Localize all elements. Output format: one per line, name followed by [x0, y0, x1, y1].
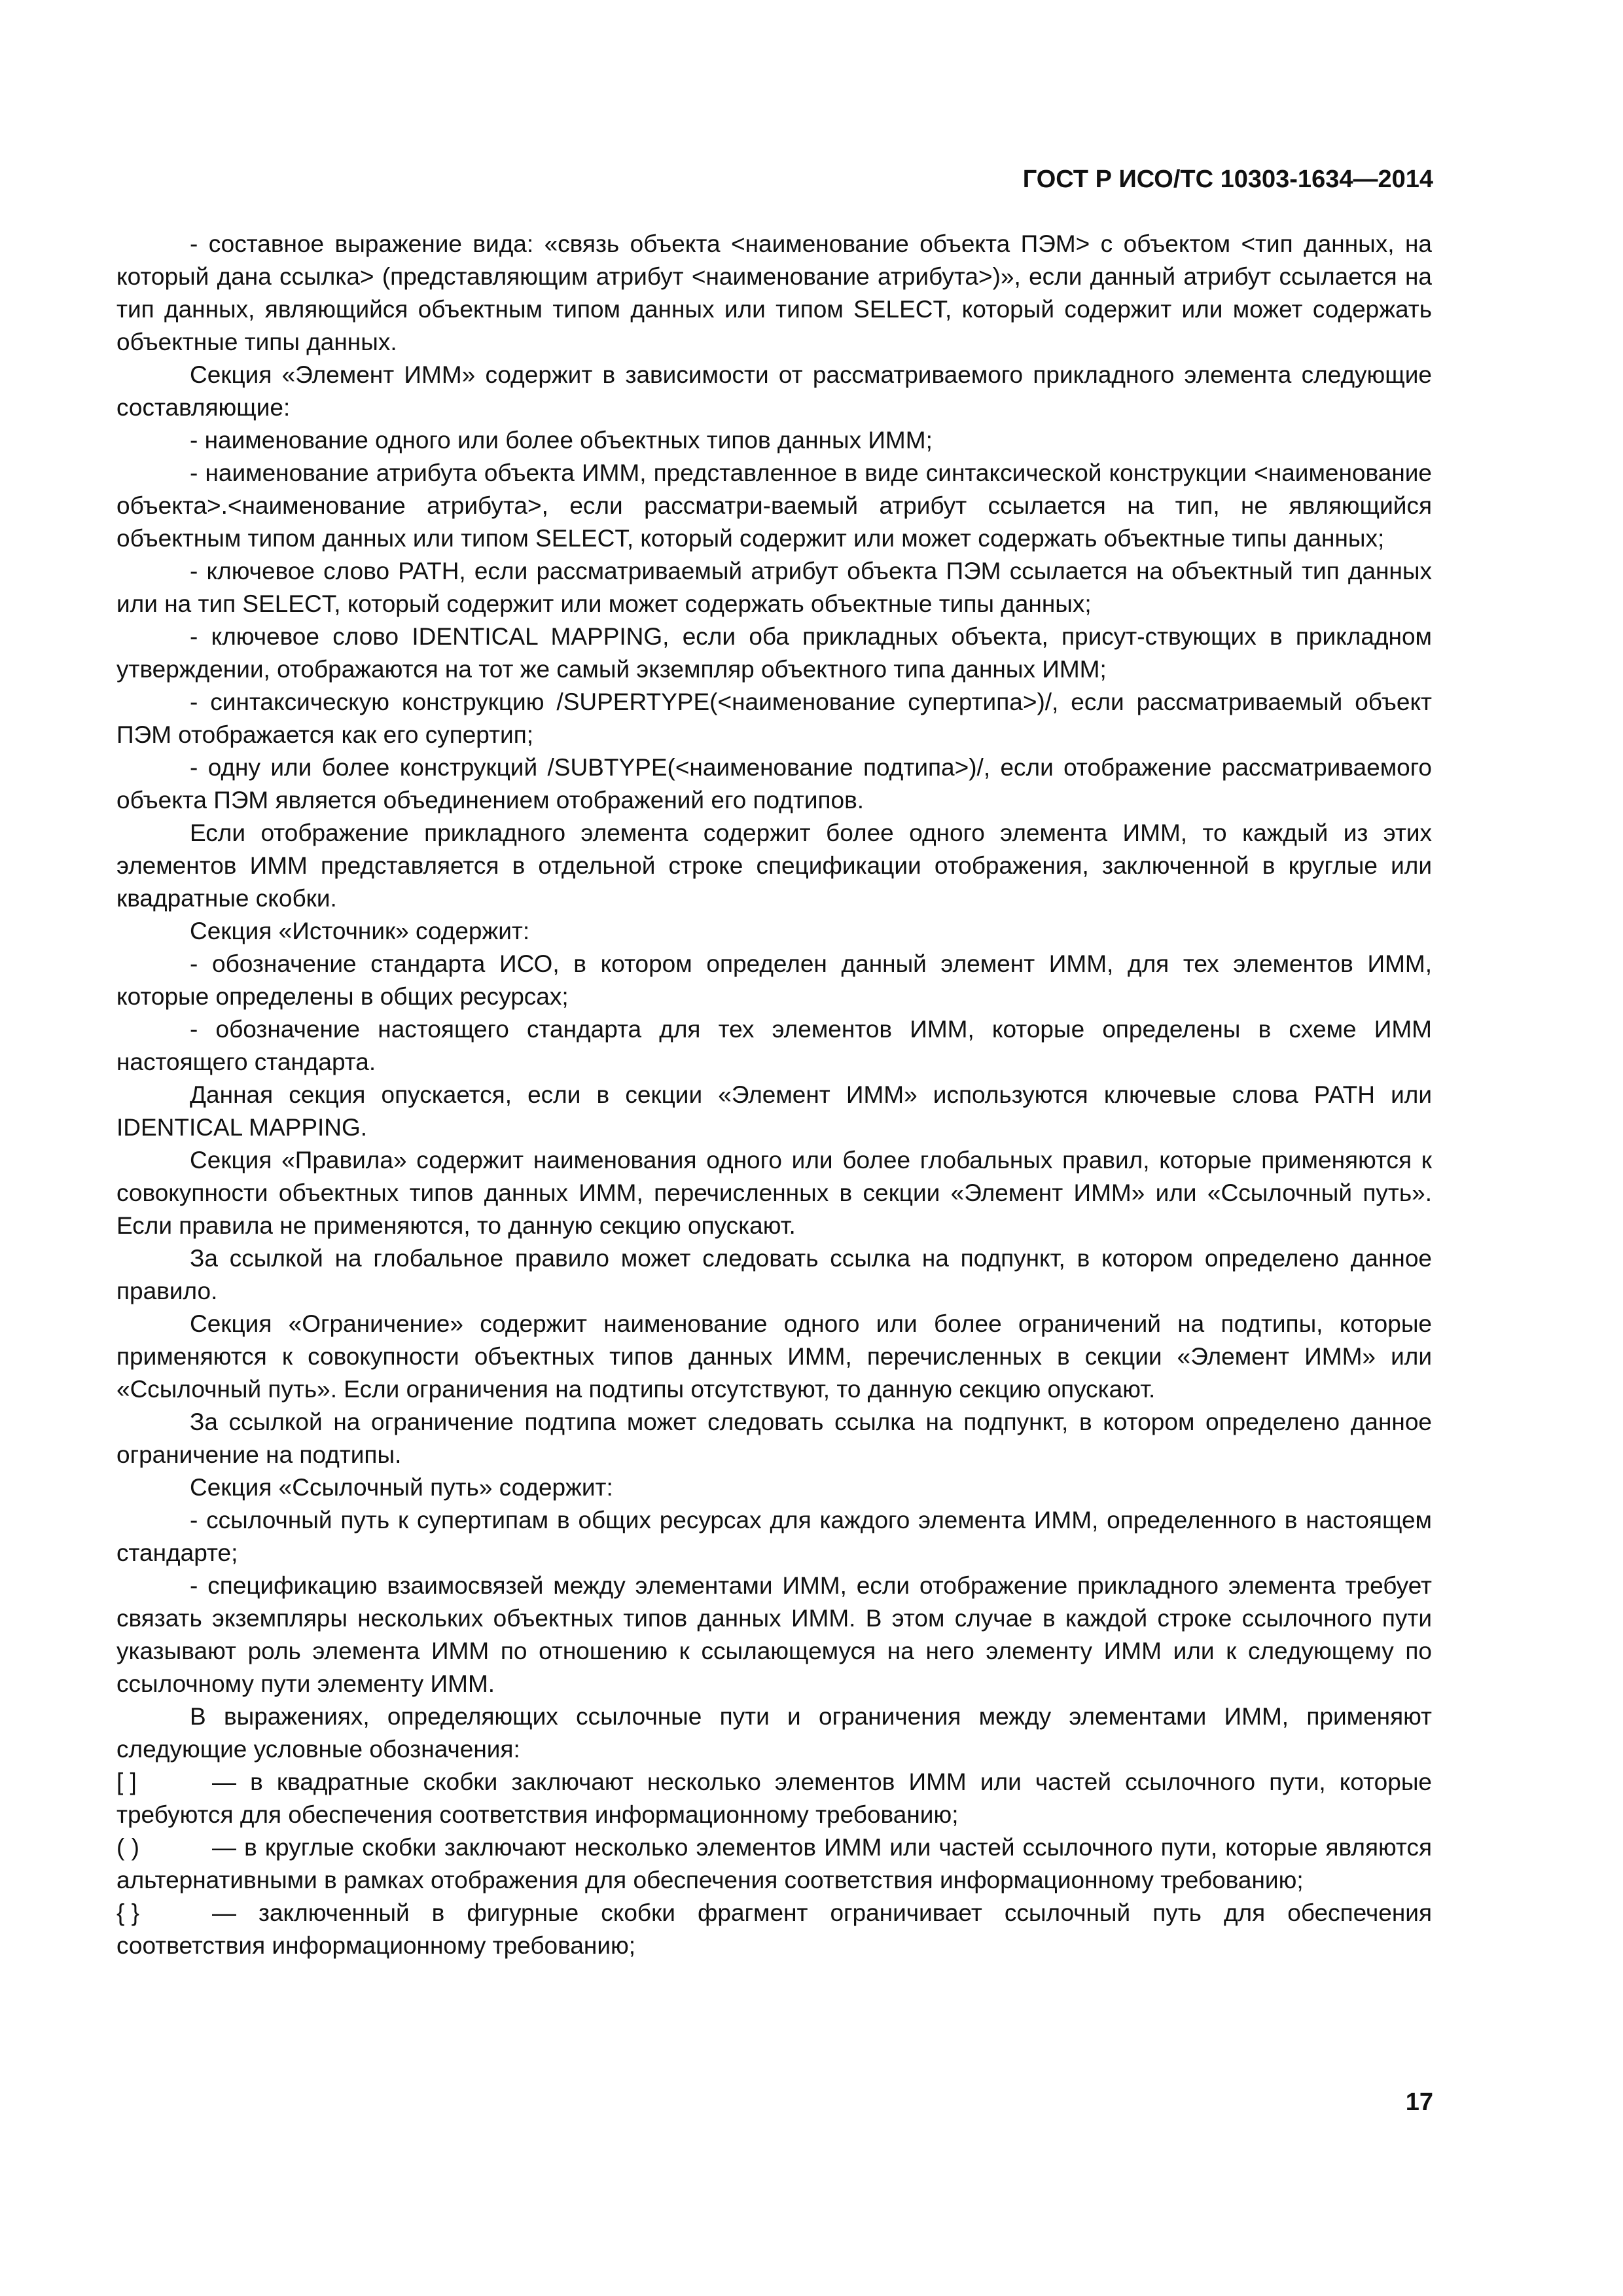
notation-symbol: ( ) — [116, 1834, 139, 1861]
notation-entry-curly-braces — [116, 1897, 1432, 1962]
paragraph: За ссылкой на глобальное правило может следовать ссылка на подпункт, в котором определено данное правило. — [116, 1245, 1432, 1304]
notation-description: — заключенный в фигурные скобки фрагмент ограничивает ссылочный путь для обеспечения соответствия информационному требованию; — [116, 1899, 1432, 1959]
notation-symbol: { } — [116, 1899, 139, 1926]
page-body — [116, 228, 1432, 1962]
paragraph: В выражениях, определяющих ссылочные пути и ограничения между элементами ИММ, применяют следующие условные обозначения: — [116, 1703, 1432, 1763]
paragraph: - составное выражение вида: «связь объекта <наименование объекта ПЭМ> с объектом <тип данных, на который дана ссылка> (представляющим атрибут <наименование атрибута>)», если данный атрибут ссылается на тип данных, являющийся объектным типом данных или типом SELECT, который содержит или может содержать объектные типы данных. — [116, 230, 1432, 355]
paragraph: - обозначение стандарта ИСО, в котором определен данный элемент ИММ, для тех элементов ИММ, которые определены в общих ресурсах; — [116, 950, 1432, 1010]
paragraph: - синтаксическую конструкцию /SUPERTYPE(<наименование супертипа>)/, если рассматриваемый объект ПЭМ отображается как его супертип; — [116, 689, 1432, 748]
notation-entry-round-brackets — [116, 1831, 1432, 1897]
notation-description: — в квадратные скобки заключают несколько элементов ИММ или частей ссылочного пути, которые требуются для обеспечения соответствия информационному требованию; — [116, 1768, 1432, 1828]
paragraph: За ссылкой на ограничение подтипа может следовать ссылка на подпункт, в котором определено данное ограничение на подтипы. — [116, 1408, 1432, 1468]
notation-entry-square-brackets — [116, 1766, 1432, 1831]
paragraph: - спецификацию взаимосвязей между элементами ИММ, если отображение прикладного элемента требует связать экземпляры нескольких объектных типов данных ИММ. В этом случае в каждой строке ссылочного пути указывают роль элемента ИММ по отношению к ссылающемуся на него элементу ИММ или к следующему по ссылочному пути элементу ИММ. — [116, 1572, 1432, 1697]
paragraph: - ключевое слово PATH, если рассматриваемый атрибут объекта ПЭМ ссылается на объектный тип данных или на тип SELECT, который содержит или может содержать объектные типы данных; — [116, 558, 1432, 617]
paragraph: Если отображение прикладного элемента содержит более одного элемента ИММ, то каждый из этих элементов ИММ представляется в отдельной строке спецификации отображения, заключенной в круглые или квадратные скобки. — [116, 819, 1432, 912]
page-number: 17 — [1405, 2089, 1433, 2116]
paragraph: Секция «Правила» содержит наименования одного или более глобальных правил, которые применяются к совокупности объектных типов данных ИММ, перечисленных в секции «Элемент ИММ» или «Ссылочный путь». Если правила не применяются, то данную секцию опускают. — [116, 1147, 1432, 1239]
paragraph: - обозначение настоящего стандарта для тех элементов ИММ, которые определены в схеме ИММ настоящего стандарта. — [116, 1016, 1432, 1075]
paragraph: - ключевое слово IDENTICAL MAPPING, если оба прикладных объекта, присут-ствующих в прикладном утверждении, отображаются на тот же самый экземпляр объектного типа данных ИММ; — [116, 623, 1432, 683]
document-standard-id: ГОСТ Р ИСО/ТС 10303-1634—2014 — [1022, 166, 1433, 193]
notation-symbol: [ ] — [116, 1768, 137, 1795]
paragraph: Секция «Ссылочный путь» содержит: — [190, 1474, 613, 1501]
paragraph: Секция «Источник» содержит: — [190, 918, 530, 944]
paragraph: - наименование одного или более объектных типов данных ИММ; — [190, 427, 933, 454]
notation-description: — в круглые скобки заключают несколько элементов ИММ или частей ссылочного пути, которые являются альтернативными в рамках отображения для обеспечения соответствия информационному требованию; — [116, 1834, 1432, 1893]
paragraph: - наименование атрибута объекта ИММ, представленное в виде синтаксической конструкции <наименование объекта>.<наименование атрибута>, если рассматри-ваемый атрибут ссылается на тип, не являющийся объектным типом данных или типом SELECT, который содержит или может содержать объектные типы данных; — [116, 459, 1432, 552]
paragraph: Данная секция опускается, если в секции «Элемент ИММ» используются ключевые слова PATH или IDENTICAL MAPPING. — [116, 1081, 1432, 1141]
paragraph: - одну или более конструкций /SUBTYPE(<наименование подтипа>)/, если отображение рассматриваемого объекта ПЭМ является объединением отображений его подтипов. — [116, 754, 1432, 814]
paragraph: - ссылочный путь к супертипам в общих ресурсах для каждого элемента ИММ, определенного в настоящем стандарте; — [116, 1507, 1432, 1566]
paragraph: Секция «Элемент ИММ» содержит в зависимости от рассматриваемого прикладного элемента следующие составляющие: — [116, 361, 1432, 421]
paragraph: Секция «Ограничение» содержит наименование одного или более ограничений на подтипы, которые применяются к совокупности объектных типов данных ИММ, перечисленных в секции «Элемент ИММ» или «Ссылочный путь». Если ограничения на подтипы отсутствуют, то данную секцию опускают. — [116, 1310, 1432, 1403]
